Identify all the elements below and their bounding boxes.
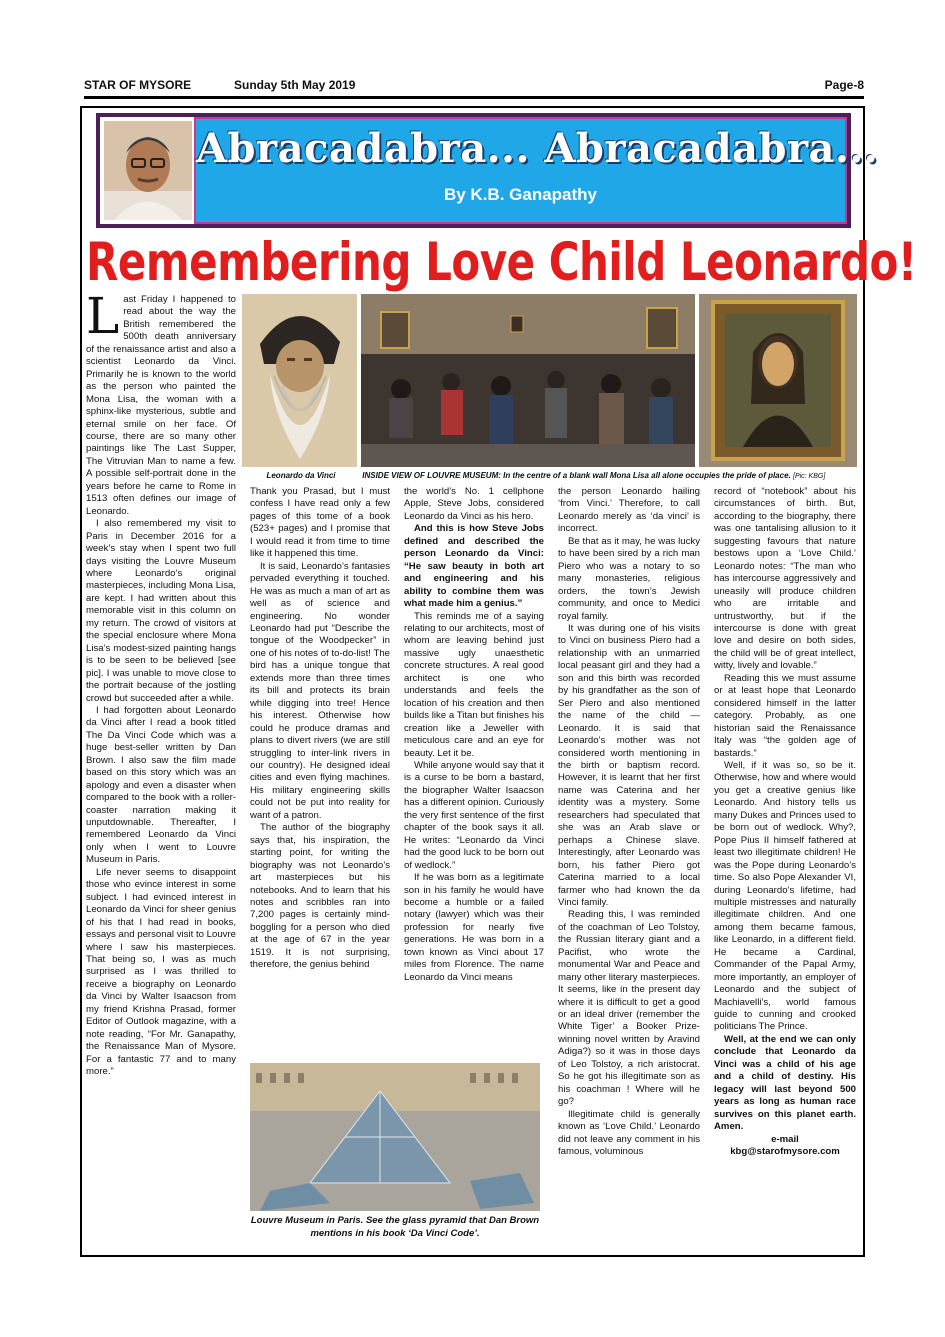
col4-para-2: Be that as it may, he was lucky to have been sired by a rich man Piero who was a notary to so many monasteries, religious orders, the town’s Jewish community, and once to Medici royal family. bbox=[558, 535, 700, 622]
caption-credit: [Pic: KBG] bbox=[793, 473, 826, 480]
newspaper-name: STAR OF MYSORE bbox=[84, 78, 192, 92]
masthead bbox=[84, 78, 864, 94]
issue-date: Sunday 5th May 2019 bbox=[234, 78, 356, 92]
photo-caption bbox=[242, 471, 857, 480]
masthead-rule bbox=[84, 96, 864, 99]
text-column-3 bbox=[404, 486, 544, 984]
col2-para-3: The author of the biography says that, his inspiration, the starting point, for writing the biography was not Leonardo’s art masterpieces but his notebooks. And to learn that his notes and scribbles ran into 7,200 pages is certainly mind-boggling for a person who died at the age of 67 in the year 1519. It is not surprising, therefore, the genius behind bbox=[250, 822, 390, 971]
text-column-2 bbox=[250, 486, 390, 972]
col3-para-4: While anyone would say that it is a curse to be born a bastard, the biographer Walter Isaacson has a different opinion. Curiously the very first sentence of the first chapter of the book says it all. He writes: “Leonardo da Vinci had the good luck to be born out of wedlock.” bbox=[404, 759, 544, 871]
caption-leonardo: Leonardo da Vinci bbox=[266, 471, 336, 480]
photo-strip bbox=[242, 294, 857, 467]
headline: Remembering Love Child Leonardo! bbox=[86, 231, 917, 293]
col5-para-4: Well, at the end we can only conclude that Leonardo da Vinci was a child of his age and a child of destiny. His legacy will last beyond 500 years as long as human race survives on this planet earth. Amen. bbox=[714, 1033, 856, 1133]
col4-para-3: It was during one of his visits to Vinci on business Piero had a relationship with an unmarried local peasant girl and they had a son and this birth was recorded by his grandfather as the son of Ser Piero and also mentioned the name of the child — Leonardo. It is said that Leonardo’s mother was not considered worth mentioning in the birth or baptism record. However, it is learnt that her first name was Caterina and her identity was a mystery. Some researchers had speculated that she was an Arab slave or perhaps a Chinese slave. Interestingly, after Leonardo was born, his father Piero got Caterina married to a local farmer who had known the da Vinci family. bbox=[558, 622, 700, 908]
mona-lisa-image bbox=[699, 294, 857, 467]
author-email[interactable]: kbg@starofmysore.com bbox=[730, 1146, 840, 1158]
col1-para-1: ast Friday I happened to read about the way the British remembered the 500th death anniversary of the renaissance artist and also a scientist Leonardo da Vinci. Primarily he is known to the world as the person who painted the Mona Lisa, the woman with a sphinx-like mysterious, subtle and eternal smile on her face. Of course, there are so many other paintings like The Last Supper, The Vitruvian Man to name a few. A possible self-portrait done in the years before he came to Rome in 1513 often defines our image of Leonardo. bbox=[86, 294, 236, 517]
text-column-4 bbox=[558, 486, 700, 1158]
col4-para-4: Reading this, I was reminded of the coachman of Leo Tolstoy, the Russian literary giant and a Pacifist, who wrote the monumental War and Peace and many other literary masterpieces. It seems, like in the present day where it is difficult to get a good or an ideal driver (remember the White Tiger’ a Booker Prize-winning novel written by Aravind Adiga?) so it was in those days of Leo Tolstoy, a rich aristocrat. So he got his illegitimate son as his coachman ! Where will he go? bbox=[558, 909, 700, 1108]
col2-para-1: Thank you Prasad, but I must confess I have read only a few pages of this tome of a book (523+ pages) and I promise that I would read it from time to time like it happened this time. bbox=[250, 486, 390, 560]
byline: By K.B. Ganapathy bbox=[443, 185, 598, 204]
page-number: Page-8 bbox=[824, 78, 864, 92]
col4-para-5: Illegitimate child is generally known as ‘Love Child.’ Leonardo did not leave any comment in his famous, voluminous bbox=[558, 1108, 700, 1158]
col2-para-2: It is said, Leonardo’s fantasies pervaded everything it touched. He was as much a man of art as well as of science and engineering. No wonder Leonardo had put “Describe the tongue of the Woodpecker” in one of his notes of to-do-list! The bird has a unique tongue that extends more than three times its bill and protects its brain while digging into tree! Hence his interest. Otherwise how could he produce dramas and plans to divert rivers (we are still struggling to inter-link rivers in our country). He designed ideal cities and even flying machines. His military engineering skills could not be put into reality for want of a patron. bbox=[250, 560, 390, 821]
text-column-1 bbox=[86, 287, 236, 1079]
email-label: e-mail bbox=[771, 1133, 799, 1145]
louvre-interior-image bbox=[361, 294, 695, 467]
col5-para-1: record of “notebook” about his circumstances of birth. But, according to the biography, there was one tantalising allusion to it suggesting favours that nature bestows upon a ‘Love Child.’ Leonardo notes: “The man who has intercourse aggressively and uneasily will produce children who are irritable and untrustworthy, but if the intercourse is done with great love and desire on both sides, the child will be of great intellect, witty, lively and lovable.” bbox=[714, 486, 856, 672]
author-portrait bbox=[104, 121, 192, 220]
drop-cap: L bbox=[86, 287, 120, 345]
louvre-pyramid-image bbox=[250, 1063, 540, 1211]
leonardo-portrait-image bbox=[242, 294, 357, 467]
col3-para-1: the world’s No. 1 cellphone Apple, Steve Jobs, considered Leonardo da Vinci as his hero. bbox=[404, 486, 544, 522]
caption-louvre: INSIDE VIEW OF LOUVRE MUSEUM: In the centre of a blank wall Mona Lisa all alone occupies the pride of place. bbox=[362, 471, 791, 480]
col1-para-2: I also remembered my visit to Paris in December 2016 for a week’s stay when I spent two full days visiting the Louvre Museum where Leonardo’s original masterpieces, including Mona Lisa, are kept. I had written about this memorable visit in this column on my return. The crowd of visitors at the special enclosure where Mona Lisa’s modest-sized painting hangs is to be seen to be believed [see pic]. I was unable to move close to the portrait because of the jostling crowd but succeeded after a while. bbox=[86, 518, 236, 704]
text-column-5 bbox=[714, 486, 856, 1158]
col1-para-3: I had forgotten about Leonardo da Vinci after I read a book titled The Da Vinci Code which was a huge best-seller written by Dan Brown. I also saw the film made based on this story which was an apology and even a disaster when compared to the book with a roller-coaster narration making it unputdownable. Thereafter, I remembered Leonardo da Vinci only when I went to Louvre Museum in Paris. bbox=[86, 704, 236, 866]
col1-para-4: Life never seems to disappoint those who evince interest in some subject. I had evinced interest in Leonardo da Vinci for sheer genius of his that I had read in books, essays and personal visit to Louvre where I saw his masterpieces. That being so, I was as much surprised as I was thrilled to receive a biography on Leonardo da Vinci by Walter Isaacson from my friend Krishna Prasad, former Editor of Outlook magazine, with a note reading, “For Mr. Ganapathy, the Renaissance Man of Mysore. For a fantastic 77 and to many more.” bbox=[86, 866, 236, 1078]
pyramid-caption: Louvre Museum in Paris. See the glass pyramid that Dan Brown mentions in his book ‘Da Vinci Code’. bbox=[250, 1215, 540, 1239]
banner-title-panel bbox=[194, 117, 879, 224]
col4-para-1: the person Leonardo hailing ‘from Vinci.’ Therefore, to call Leonardo merely as ‘da vinci’ is incorrect. bbox=[558, 486, 700, 535]
column-title: Abracadabra... Abracadabra... bbox=[196, 125, 879, 172]
col3-para-2: And this is how Steve Jobs defined and described the person Leonardo da Vinci: “He saw beauty in both art and engineering and his ability to combine them was what made him a genius.” bbox=[404, 523, 544, 610]
col3-para-3: This reminds me of a saying relating to our architects, most of whom are leaving behind just massive ugly unaesthetic concrete structures. A real good architect is one who understands and feels the location of his creation and then builds like a Titan but finishes his creation like a Jeweller with meticulous care and an eye for beauty. Let it be. bbox=[404, 610, 544, 759]
col5-para-2: Reading this we must assume or at least hope that Leonardo considered himself in the latter category. Probably, as one historian said the Renaissance Italy was “the golden age of bastards.” bbox=[714, 672, 856, 759]
column-banner bbox=[96, 113, 879, 228]
col3-para-5: If he was born as a legitimate son in his family he would have become a humble or a failed notary (lawyer) which was their profession for nearly five generations. He was born in a town known as Vinci about 17 miles from Florence. The name Leonardo da Vinci means bbox=[404, 872, 544, 983]
col5-para-3: Well, if it was so, so be it. Otherwise, how and where would you get a creative genius like Leonardo. And history tells us many Dukes and Princes used to be born out of wedlock. Why?, Pope Pius II himself fathered at least two illegitimate children! He was the Pope during Leonardo’s time. So also Pope Alexander VI, during Leonardo’s lifetime, had multiple mistresses and naturally illegitimate children. And one among them became famous, like Leonardo, in a different field. He became a Cardinal, Commander of the Papal Army, more importantly, an employer of Leonardo and the subject of Machiavelli’s, world famous guide to cunning and crooked politicians The Prince. bbox=[714, 759, 856, 1033]
